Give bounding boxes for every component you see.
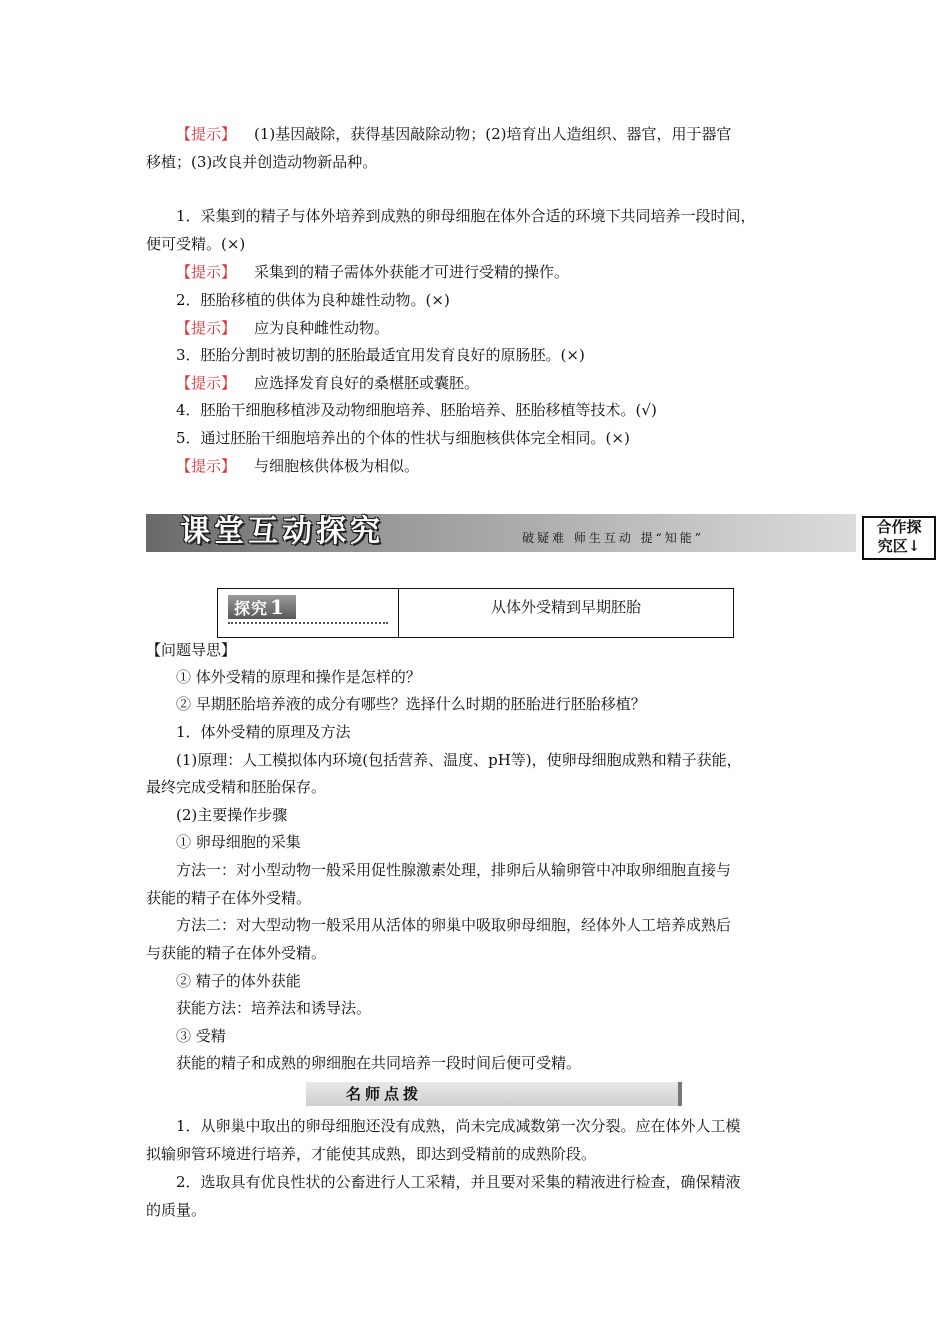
explore-header — [217, 588, 734, 638]
text-line — [176, 860, 731, 880]
line-text: (2)主要操作步骤 — [176, 806, 288, 824]
hint-tag: 【提示】 — [176, 374, 237, 392]
line-text: 3．胚胎分割时被切割的胚胎最适宜用发育良好的原肠胚。(×) — [176, 346, 585, 364]
line-text: 最终完成受精和胚胎保存。 — [146, 778, 327, 796]
text-line — [176, 1053, 581, 1073]
text-line — [176, 750, 742, 770]
line-text: 1．采集到的精子与体外培养到成熟的卵母细胞在体外合适的环境下共同培养一段时间， — [176, 207, 756, 225]
line-text: 1．从卵巢中取出的卵母细胞还没有成熟，尚未完成减数第一次分裂。应在体外人工模 — [176, 1117, 741, 1135]
text-line — [176, 400, 657, 420]
cooperative-zone-label-2: 究区↓ — [877, 537, 921, 555]
text-line — [176, 428, 630, 448]
text-line — [176, 1172, 741, 1192]
text-line — [176, 1116, 741, 1136]
teacher-tips-bar — [306, 1082, 682, 1106]
line-text: 拟输卵管环境进行培养，才能使其成熟，即达到受精前的成熟阶段。 — [146, 1145, 597, 1163]
text-line — [176, 262, 569, 282]
text-line — [176, 971, 301, 991]
explore-badge — [228, 595, 296, 619]
line-text: 获能方法：培养法和诱导法。 — [176, 999, 372, 1017]
text-line — [176, 456, 419, 476]
line-text: 获能的精子和成熟的卵细胞在共同培养一段时间后便可受精。 — [176, 1054, 582, 1072]
line-text: 应选择发育良好的桑椹胚或囊胚。 — [254, 374, 480, 392]
line-text: 方法二：对大型动物一般采用从活体的卵巢中吸取卵母细胞，经体外人工培养成熟后 — [176, 916, 732, 934]
text-line — [146, 152, 377, 172]
text-line — [176, 124, 732, 144]
text-line — [176, 915, 731, 935]
line-text: (1)原理：人工模拟体内环境(包括营养、温度、pH等)，使卵母细胞成熟和精子获能， — [176, 751, 742, 769]
line-text: ② 精子的体外获能 — [176, 972, 301, 990]
text-line — [146, 234, 245, 254]
hint-tag: 【提示】 — [176, 263, 237, 281]
line-text: 的质量。 — [146, 1201, 207, 1219]
text-line — [176, 345, 585, 365]
text-line — [146, 777, 326, 797]
explore-badge-number: 1 — [270, 595, 285, 619]
line-text: ② 早期胚胎培养液的成分有哪些？选择什么时期的胚胎进行胚胎移植？ — [176, 695, 646, 713]
line-text: 5．通过胚胎干细胞培养出的个体的性状与细胞核供体完全相同。(×) — [176, 429, 630, 447]
text-line — [176, 290, 450, 310]
text-line — [176, 1026, 226, 1046]
line-text: 与细胞核供体极为相似。 — [254, 457, 420, 475]
hint-tag: 【提示】 — [176, 319, 237, 337]
text-line — [176, 832, 301, 852]
line-text: 与获能的精子在体外受精。 — [146, 944, 327, 962]
explore-badge-text: 探究 — [234, 599, 269, 618]
text-line — [176, 318, 389, 338]
text-line — [176, 722, 351, 742]
text-line — [146, 943, 326, 963]
line-text: 获能的精子在体外受精。 — [146, 889, 312, 907]
text-line — [176, 805, 287, 825]
line-text: ① 体外受精的原理和操作是怎样的？ — [176, 668, 421, 686]
cooperative-zone-label-1: 合作探 — [876, 518, 922, 536]
line-text: 4．胚胎干细胞移植涉及动物细胞培养、胚胎培养、胚胎移植等技术。(√) — [176, 401, 657, 419]
section-banner-title: 课堂互动探究 — [180, 514, 384, 549]
explore-dotted-rule — [228, 622, 388, 624]
cooperative-zone-button[interactable] — [862, 516, 936, 560]
teacher-tips-label: 名师点拨 — [346, 1085, 423, 1103]
section-banner-subtitle: 破疑难 师生互动 提“知能” — [522, 531, 704, 545]
line-text: 方法一：对小型动物一般采用促性腺激素处理，排卵后从输卵管中冲取卵细胞直接与 — [176, 861, 732, 879]
hint-tag: 【提示】 — [176, 457, 237, 475]
text-line — [146, 640, 236, 660]
line-text: 便可受精。(×) — [146, 235, 246, 253]
text-line — [146, 1144, 596, 1164]
line-text: 【问题导思】 — [146, 641, 237, 659]
text-line — [146, 888, 311, 908]
line-text: 1．体外受精的原理及方法 — [176, 723, 351, 741]
explore-title: 从体外受精到早期胚胎 — [490, 598, 641, 616]
explore-badge-cell — [218, 589, 399, 637]
text-line — [176, 373, 479, 393]
text-line — [146, 1200, 206, 1220]
text-line — [176, 667, 421, 687]
line-text: (1)基因敲除，获得基因敲除动物；(2)培育出人造组织、器官，用于器官 — [254, 125, 732, 143]
line-text: 2．胚胎移植的供体为良种雄性动物。(×) — [176, 291, 450, 309]
text-line — [176, 694, 646, 714]
hint-tag: 【提示】 — [176, 125, 237, 143]
line-text: 2．选取具有优良性状的公畜进行人工采精，并且要对采集的精液进行检查，确保精液 — [176, 1173, 741, 1191]
text-line — [176, 998, 371, 1018]
line-text: 移植；(3)改良并创造动物新品种。 — [146, 153, 378, 171]
line-text: ③ 受精 — [176, 1027, 226, 1045]
line-text: 应为良种雌性动物。 — [254, 319, 390, 337]
text-line — [176, 206, 756, 226]
line-text: ① 卵母细胞的采集 — [176, 833, 301, 851]
line-text: 采集到的精子需体外获能才可进行受精的操作。 — [254, 263, 570, 281]
